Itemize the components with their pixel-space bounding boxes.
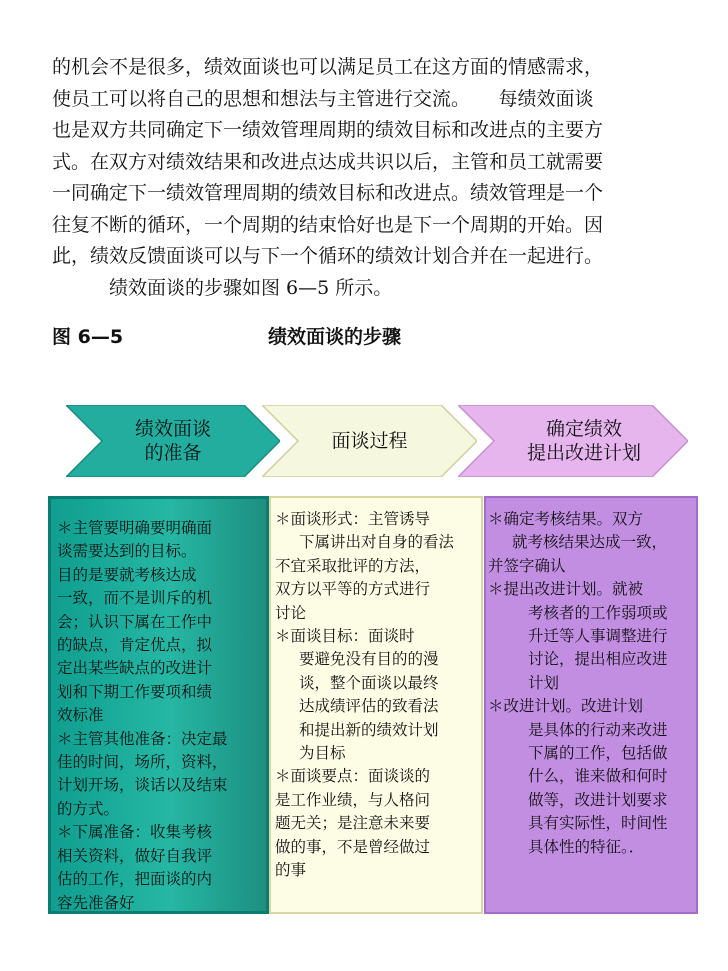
step-chevron-preparation [66,405,280,477]
box-line: 为目标 [299,744,346,763]
box-line: ＊改进计划。改进计划 [488,697,644,716]
box-line: 谈，整个面谈以最终 [299,673,439,692]
box-line: 不宜采取批评的方法， [275,556,431,575]
box-line: ＊下属准备：收集考核 [57,823,213,842]
box-line: 是具体的行动来改进 [528,720,668,739]
paragraph-line: 使员工可以将自己的思想和想法与主管进行交流。 每绩效面谈 [52,87,594,110]
box-line: ＊确定考核结果。双方 [488,510,644,528]
box-line: 做等，改进计划要求 [528,790,668,809]
step-chevron-improvement [458,405,688,477]
box-line: 的方式。 [57,799,120,818]
box-line: 划和下期工作要项和绩 [57,682,213,701]
figure-title: 绩效面谈的步骤 [268,326,402,348]
box-line: 具有实际性，时间性 [528,814,668,833]
box-line: 就考核结果达成一致， [512,533,668,552]
box-line: 下属讲出对自身的看法 [299,533,455,552]
step-label-line: 面谈过程 [331,430,408,452]
box-line: ＊主管其他准备：决定最 [57,729,228,748]
box-line: 讨论，提出相应改进 [528,650,668,669]
paragraph-line: 此，绩效反馈面谈可以与下一个循环的绩效计划合并在一起进行。 [52,245,604,267]
box-line: 双方以平等的方式进行 [275,580,431,599]
box-line: 题无关；是注意未来要 [275,814,431,833]
box-line: ＊面谈目标：面谈时 [275,627,415,646]
step-label-line: 的准备 [144,442,202,464]
box-line: 谈需要达到的目标。 [57,542,197,561]
box-line: 考核者的工作弱项或 [528,603,668,622]
step-chevron-process [262,405,477,477]
box-line: 计划 [528,673,560,692]
box-line: 的缺点，肯定优点，拟 [57,636,213,655]
improvement-detail-box [484,496,698,914]
process-detail-box [269,496,483,914]
box-line: 讨论 [275,603,307,622]
box-line: ＊面谈形式：主管诱导 [275,510,431,528]
box-line: ＊主管要明确要明确面 [57,519,213,537]
box-line: ＊提出改进计划。就被 [488,580,644,599]
box-line: 一致，而不是训斥的机 [57,589,213,608]
box-line: 具体性的特征。． [528,837,645,856]
box-line: 升迁等人事调整进行 [528,627,668,646]
box-line: 做的事，不是曾经做过 [275,837,431,856]
body-paragraph [52,52,682,304]
box-line: 效标准 [57,706,104,725]
step-label-line: 确定绩效 [545,418,622,440]
box-line: 并签字确认 [488,556,566,575]
box-line: 计划开场，谈话以及结束 [57,776,228,795]
paragraph-line: 往复不断的循环，一个周期的结束恰好也是下一个周期的开始。因 [52,213,604,236]
box-line: 目的是要就考核达成 [57,565,197,584]
box-line: ＊面谈要点：面谈谈的 [275,767,431,786]
box-line: 下属的工作，包括做 [528,744,668,763]
box-line: 佳的时间，场所，资料， [57,753,228,772]
box-line: 定出某些缺点的改进计 [57,659,213,678]
box-line: 是工作业绩，与人格问 [275,790,431,809]
box-line: 估的工作，把面谈的内 [57,870,213,889]
step-label-line: 绩效面谈 [134,418,211,440]
paragraph-line: 一同确定下一绩效管理周期的绩效目标和改进点。绩效管理是一个 [52,182,604,204]
step-label-line: 提出改进计划 [526,442,641,464]
box-line: 什么，谁来做和何时 [528,767,668,786]
box-line: 会；认识下属在工作中 [57,612,213,631]
box-line: 和提出新的绩效计划 [299,720,439,739]
box-line: 的事 [275,861,307,880]
box-line: 容先准备好 [57,893,135,912]
box-line: 相关资料，做好自我评 [57,846,213,865]
paragraph-line: 式。在双方对绩效结果和改进点达成共识以后，主管和员工就需要 [52,150,604,173]
paragraph-line: 的机会不是很多，绩效面谈也可以满足员工在这方面的情感需求， [52,56,604,78]
box-line: 达成绩评估的致看法 [299,697,439,716]
preparation-detail-box [48,496,269,914]
paragraph-line: 绩效面谈的步骤如图 6—5 所示。 [52,276,393,299]
box-line: 要避免没有目的的漫 [299,650,439,669]
paragraph-line: 也是双方共同确定下一绩效管理周期的绩效目标和改进点的主要方 [52,119,604,141]
figure-number: 图 6—5 [52,326,124,348]
